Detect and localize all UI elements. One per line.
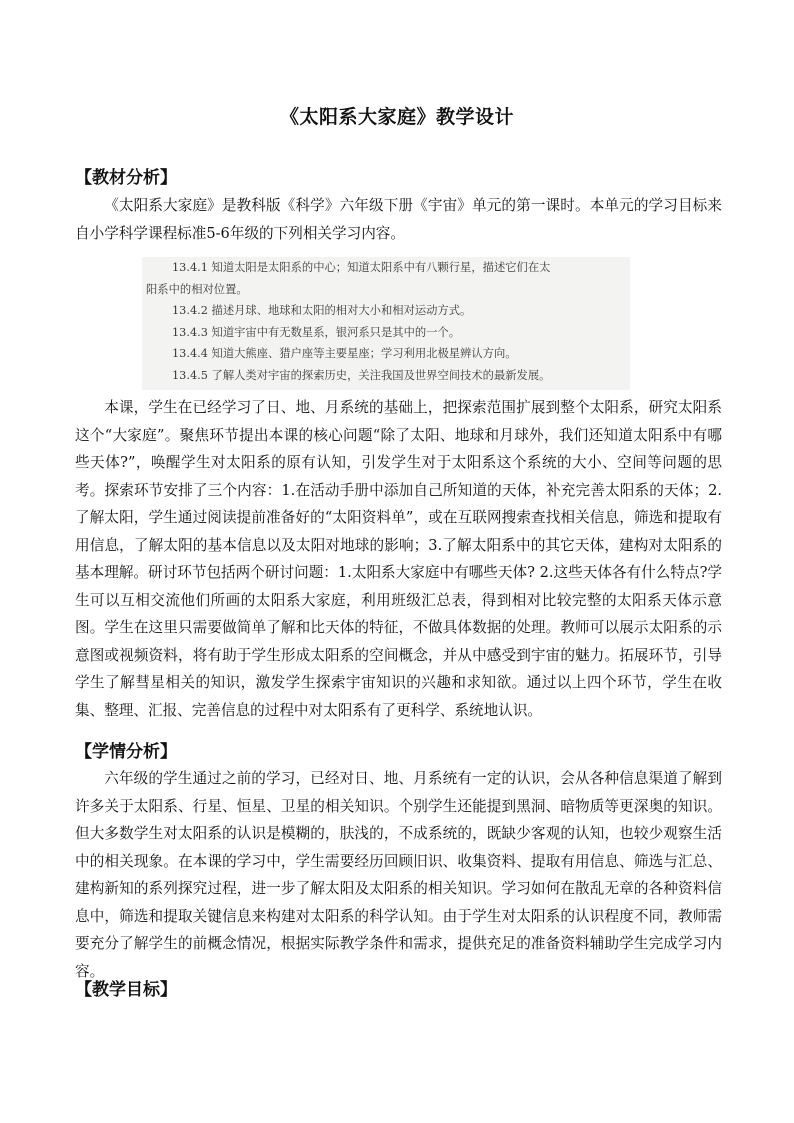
document-title: 《太阳系大家庭》教学设计 [279,106,514,128]
section-heading-textbook-analysis: 【教材分析】 [75,168,177,188]
standard-line: 13.4.5 了解人类对宇宙的探索历史，关注我国及世界空间技术的最新发展。 [172,368,551,382]
standard-line: 阳系中的相对位置。 [146,282,248,296]
standard-line: 13.4.3 知道宇宙中有无数星系，银河系只是其中的一个。 [172,325,461,339]
curriculum-standards-excerpt [142,257,630,390]
standard-line: 13.4.2 描述月球、地球和太阳的相对大小和相对运动方式。 [172,304,472,318]
standard-line: 13.4.1 知道太阳是太阳系的中心；知道太阳系中有八颗行星，描述它们在太 [172,261,551,274]
standard-line: 13.4.4 知道大熊座、猎户座等主要星座；学习利用北极星辨认方向。 [172,347,517,361]
section-heading-teaching-objectives: 【教学目标】 [75,980,177,1000]
student-analysis-body: 六年级的学生通过之前的学习，已经对日、地、月系统有一定的认识，会从各种信息渠道了解到许多关于太阳系、行星、恒星、卫星的相关知识。个别学生还能提到黑洞、暗物质等更深奥的知识。但大多数学生对太阳系的认识是模糊的，肤浅的，不成系统的，既缺少客观的认知，也较少观察生活中的相关现象。在本课的学习中，学生需要经历回顾旧识、收集资料、提取有用信息、筛选与汇总、建构新知的系列探究过程，进一步了解太阳及太阳系的相关知识。学习如何在散乱无章的各种资料信息中，筛选和提取关键信息来构建对太阳系的科学认知。由于学生对太阳系的认识程度不同，教师需要充分了解学生的前概念情况，根据实际教学条件和需求，提供充足的准备资料辅助学生完成学习内容。 [75,770,722,980]
section-heading-student-analysis: 【学情分析】 [75,742,177,762]
textbook-analysis-body: 本课，学生在已经学习了日、地、月系统的基础上，把探索范围扩展到整个太阳系，研究太阳系这个“大家庭”。聚焦环节提出本课的核心问题“除了太阳、地球和月球外，我们还知道太阳系中有哪些天体?”，唤醒学生对太阳系的原有认知，引发学生对于太阳系这个系统的大小、空间等问题的思考。探索环节安排了三个内容：1.在活动手册中添加自己所知道的天体，补充完善太阳系的天体；2.了解太阳，学生通过阅读提前准备好的“太阳资料单”，或在互联网搜索查找相关信息，筛选和提取有用信息，了解太阳的基本信息以及太阳对地球的影响；3.了解太阳系中的其它天体，建构对太阳系的基本理解。研讨环节包括两个研讨问题：1.太阳系大家庭中有哪些天体? 2.这些天体各有什么特点?学生可以互相交流他们所画的太阳系大家庭，利用班级汇总表，得到相对比较完整的太阳系天体示意图。学生在这里只需要做简单了解和比天体的特征，不做具体数据的处理。教师可以展示太阳系的示意图或视频资料，将有助于学生形成太阳系的空间概念，并从中感受到宇宙的魅力。拓展环节，引导学生了解彗星相关的知识，激发学生探索宇宙知识的兴趣和求知欲。通过以上四个环节，学生在收集、整理、汇报、完善信息的过程中对太阳系有了更科学、系统地认识。 [75,399,722,719]
textbook-analysis-intro: 《太阳系大家庭》是教科版《科学》六年级下册《宇宙》单元的第一课时。本单元的学习目标来自小学科学课程标准5-6年级的下列相关学习内容。 [75,197,722,242]
